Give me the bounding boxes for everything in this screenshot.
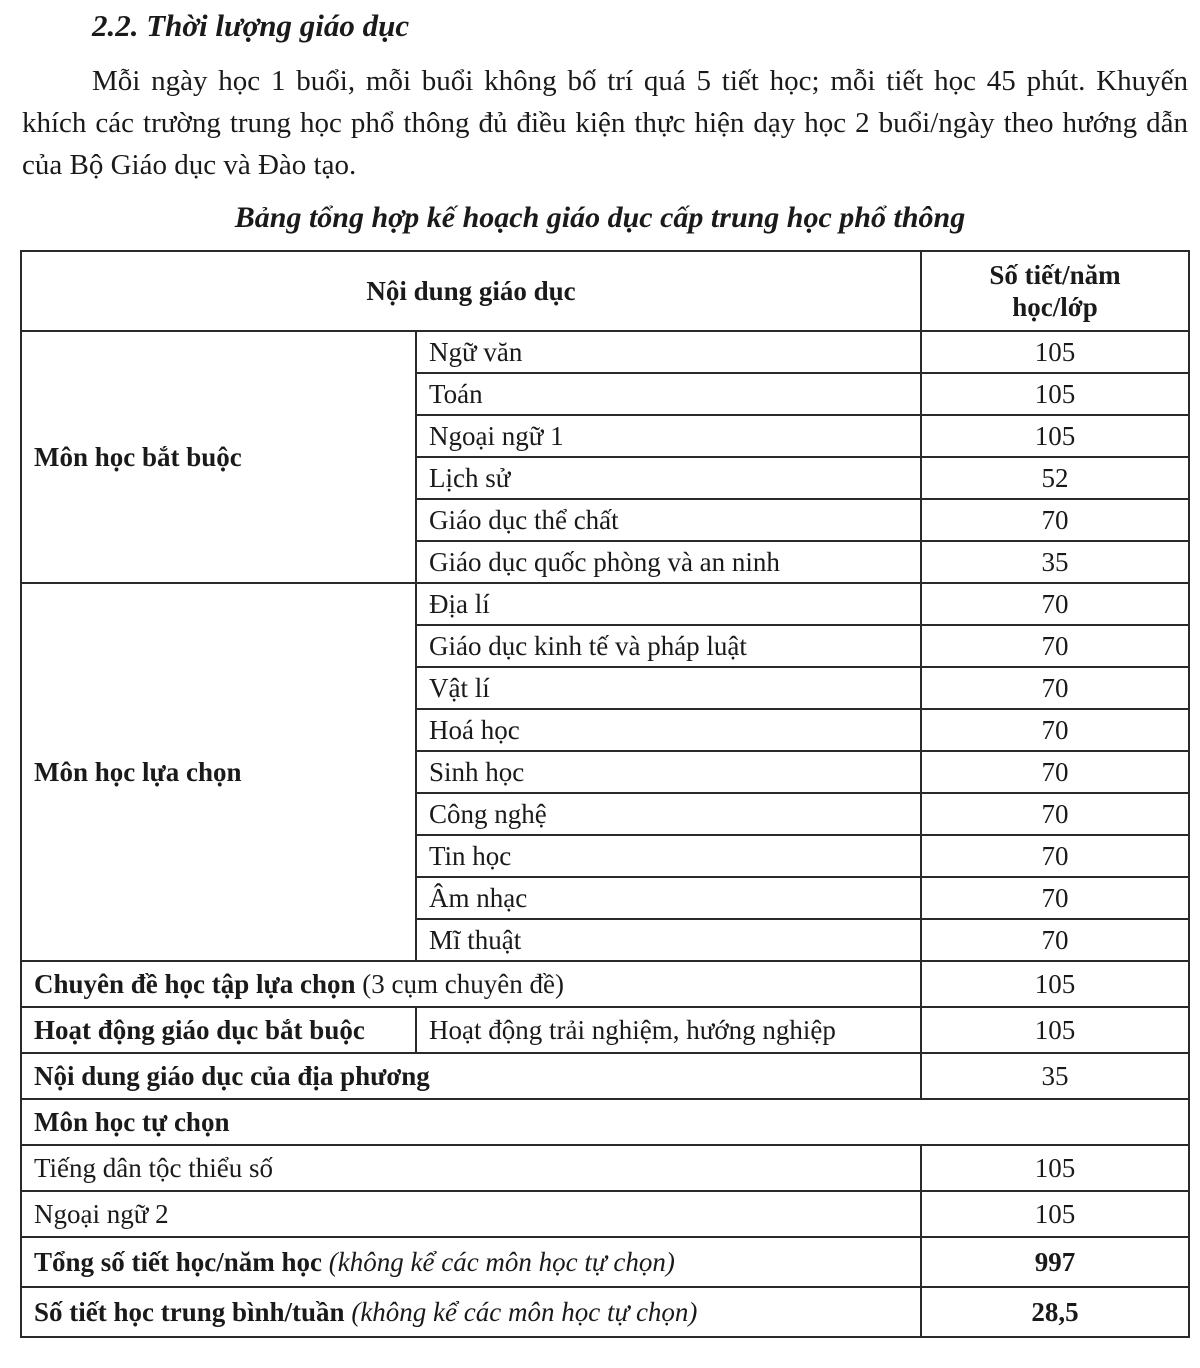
subject-name: Sinh học [416,751,921,793]
topics-note: (3 cụm chuyên đề) [355,969,564,999]
local-label: Nội dung giáo dục của địa phương [21,1053,921,1099]
subject-periods: 70 [921,877,1189,919]
subject-name: Toán [416,373,921,415]
avg-week-label: Số tiết học trung bình/tuần [34,1297,345,1327]
education-plan-table [20,250,1190,1338]
subject-periods: 70 [921,709,1189,751]
header-content: Nội dung giáo dục [21,251,921,331]
table-header-row [21,251,1189,331]
subject-periods: 105 [921,331,1189,373]
subject-name: Lịch sử [416,457,921,499]
subject-periods: 105 [921,1145,1189,1191]
table-row [21,1191,1189,1237]
activities-item: Hoạt động trải nghiệm, hướng nghiệp [416,1007,921,1053]
activities-label: Hoạt động giáo dục bắt buộc [21,1007,416,1053]
table-row [21,1145,1189,1191]
subject-name: Ngoại ngữ 1 [416,415,921,457]
total-year-cell [21,1237,921,1287]
subject-name: Hoá học [416,709,921,751]
subject-name: Tin học [416,835,921,877]
avg-week-value: 28,5 [921,1287,1189,1337]
subject-name: Tiếng dân tộc thiểu số [21,1145,921,1191]
elective-group-label: Môn học lựa chọn [21,583,416,961]
total-year-note: (không kể các môn học tự chọn) [322,1247,675,1277]
optional-label: Môn học tự chọn [21,1099,1189,1145]
avg-week-cell [21,1287,921,1337]
subject-periods: 70 [921,835,1189,877]
subject-periods: 70 [921,919,1189,961]
subject-name: Mĩ thuật [416,919,921,961]
total-year-value: 997 [921,1237,1189,1287]
header-periods [921,251,1189,331]
subject-name: Giáo dục kinh tế và pháp luật [416,625,921,667]
header-periods-line2: học/lớp [1012,292,1098,322]
subject-name: Công nghệ [416,793,921,835]
section-heading: 2.2. Thời lượng giáo dục [92,8,410,43]
avg-week-note: (không kể các môn học tự chọn) [344,1297,698,1327]
subject-periods: 70 [921,583,1189,625]
subject-name: Giáo dục quốc phòng và an ninh [416,541,921,583]
topics-label: Chuyên đề học tập lựa chọn [34,969,356,999]
avg-week-row [21,1287,1189,1337]
activities-row [21,1007,1189,1053]
section-paragraph: Mỗi ngày học 1 buổi, mỗi buổi không bố trí quá 5 tiết học; mỗi tiết học 45 phút. Khuyến khích các trường trung học phổ thông đủ điều kiện thực hiện dạy học 2 buổi/ngày theo hướng dẫn của Bộ Giáo dục và Đào tạo. [22,65,1188,181]
subject-name: Ngoại ngữ 2 [21,1191,921,1237]
table-row [21,331,1189,373]
topics-periods: 105 [921,961,1189,1007]
topics-cell [21,961,921,1007]
subject-periods: 35 [921,541,1189,583]
subject-name: Ngữ văn [416,331,921,373]
table-caption: Bảng tổng hợp kế hoạch giáo dục cấp trung học phổ thông [234,201,966,234]
subject-name: Vật lí [416,667,921,709]
header-periods-line1: Số tiết/năm [989,260,1121,290]
subject-periods: 105 [921,415,1189,457]
subject-periods: 52 [921,457,1189,499]
subject-name: Địa lí [416,583,921,625]
table-row [21,583,1189,625]
subject-name: Âm nhạc [416,877,921,919]
local-periods: 35 [921,1053,1189,1099]
subject-periods: 70 [921,751,1189,793]
activities-periods: 105 [921,1007,1189,1053]
subject-periods: 105 [921,373,1189,415]
topics-row [21,961,1189,1007]
subject-periods: 70 [921,667,1189,709]
subject-periods: 105 [921,1191,1189,1237]
total-year-row [21,1237,1189,1287]
subject-periods: 70 [921,625,1189,667]
optional-header-row [21,1099,1189,1145]
local-row [21,1053,1189,1099]
total-year-label: Tổng số tiết học/năm học [34,1247,323,1277]
subject-periods: 70 [921,793,1189,835]
subject-periods: 70 [921,499,1189,541]
subject-name: Giáo dục thể chất [416,499,921,541]
compulsory-group-label: Môn học bắt buộc [21,331,416,583]
